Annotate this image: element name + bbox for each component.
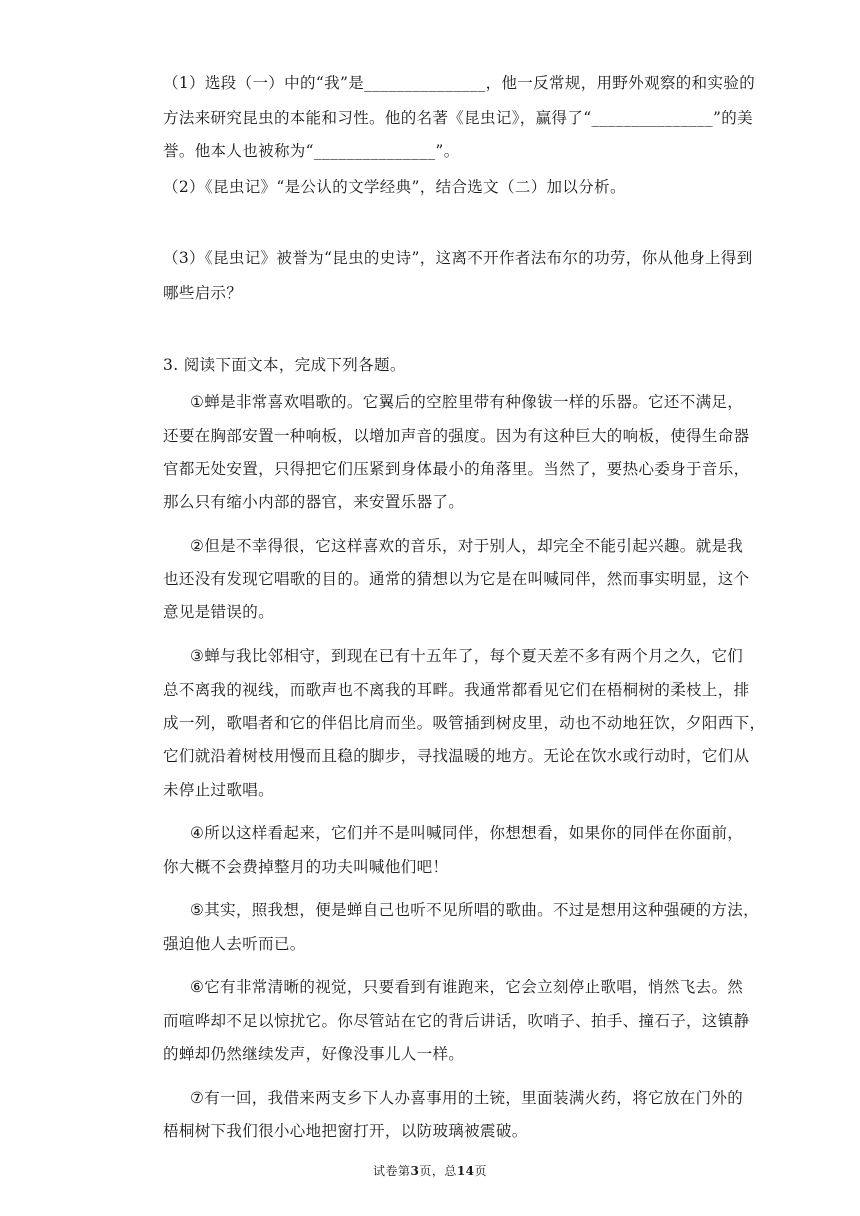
paragraph-5-line: 强迫他人去听而已。 bbox=[163, 935, 306, 953]
paragraph-4-line: 你大概不会费掉整月的功夫叫喊他们吧！ bbox=[163, 858, 449, 876]
paragraph-2-first-line: ②但是不幸得很，它这样喜欢的音乐，对于别人，却完全不能引起兴趣。就是我 bbox=[190, 537, 744, 555]
paragraph-1-line: 还要在胸部安置一种响板，以增加声音的强度。因为有这种巨大的响板，使得生命器 bbox=[163, 427, 750, 445]
paragraph-2-line: 也还没有发现它唱歌的目的。通常的猜想以为它是在叫喊同伴，然而事实明显，这个 bbox=[163, 570, 750, 588]
total-page-count: 14 bbox=[456, 1164, 475, 1178]
paragraph-7-marker: ⑦ bbox=[190, 1089, 205, 1107]
paragraph-3-line: 成一列，歌唱者和它的伴侣比肩而坐。吸管插到树皮里，动也不动地狂饮，夕阳西下， bbox=[163, 714, 766, 732]
subquestion-1-line-3: 誉。他本人也被称为“_______________”。 bbox=[163, 142, 460, 160]
subquestion-1-line-2: 方法来研究昆虫的本能和习性。他的名著《昆虫记》，赢得了“_______________”的美 bbox=[163, 109, 753, 127]
question-3-heading: 3. 阅读下面文本，完成下列各题。 bbox=[163, 356, 406, 374]
paragraph-2-marker: ② bbox=[190, 537, 205, 555]
paragraph-1-marker: ① bbox=[190, 393, 205, 411]
subquestion-1-line-1: （1）选段（一）中的“我”是_______________，他一反常规，用野外观察的和实验的 bbox=[163, 74, 756, 92]
paragraph-7-first-line: ⑦有一回，我借来两支乡下人办喜事用的土铳，里面装满火药，将它放在门外的 bbox=[190, 1089, 744, 1107]
subquestion-2-line-1: （2）《昆虫记》“是公认的文学经典”，结合选文（二）加以分析。 bbox=[163, 178, 626, 196]
paragraph-7-line: 梧桐树下我们很小心地把窗打开，以防玻璃被震破。 bbox=[163, 1122, 528, 1140]
paragraph-3-first-line: ③蝉与我比邻相守，到现在已有十五年了，每个夏天差不多有两个月之久，它们 bbox=[190, 647, 744, 665]
paragraph-1-line: 那么只有缩小内部的器官，来安置乐器了。 bbox=[163, 493, 465, 511]
current-page-number: 3 bbox=[410, 1164, 420, 1178]
paragraph-2-line: 意见是错误的。 bbox=[163, 603, 274, 621]
paragraph-1-line: 官都无处安置，只得把它们压紧到身体最小的角落里。当然了，要热心委身于音乐， bbox=[163, 460, 750, 478]
paragraph-6-line: 而喧哗却不足以惊扰它。你尽管站在它的背后讲话，吹哨子、拍手、撞石子，这镇静 bbox=[163, 1012, 750, 1030]
paragraph-1-first-line: ①蝉是非常喜欢唱歌的。它翼后的空腔里带有种像钹一样的乐器。它还不满足， bbox=[190, 393, 744, 411]
subquestion-3-line-2: 哪些启示？ bbox=[163, 284, 243, 302]
paragraph-3-marker: ③ bbox=[190, 647, 205, 665]
paragraph-6-line: 的蝉却仍然继续发声，好像没事儿人一样。 bbox=[163, 1045, 465, 1063]
subquestion-3-line-1: （3）《昆虫记》被誉为“昆虫的史诗”，这离不开作者法布尔的功劳，你从他身上得到 bbox=[163, 249, 753, 267]
page-footer: 试卷第3页，总14页 bbox=[372, 1164, 488, 1178]
paragraph-3-line: 总不离我的视线，而歌声也不离我的耳畔。我通常都看见它们在梧桐树的柔枝上，排 bbox=[163, 681, 750, 699]
paragraph-4-marker: ④ bbox=[190, 824, 205, 842]
paragraph-5-marker: ⑤ bbox=[190, 901, 205, 919]
paragraph-3-line: 未停止过歌唱。 bbox=[163, 781, 274, 799]
paragraph-5-first-line: ⑤其实，照我想，便是蝉自己也听不见所唱的歌曲。不过是想用这种强硬的方法， bbox=[190, 901, 760, 919]
paragraph-4-first-line: ④所以这样看起来，它们并不是叫喊同伴，你想想看，如果你的同伴在你面前， bbox=[190, 824, 744, 842]
paragraph-6-marker: ⑥ bbox=[190, 978, 205, 996]
paragraph-3-line: 它们就沿着树枝用慢而且稳的脚步，寻找温暖的地方。无论在饮水或行动时，它们从 bbox=[163, 747, 750, 765]
paragraph-6-first-line: ⑥它有非常清晰的视觉，只要看到有谁跑来，它会立刻停止歌唱，悄然飞去。然 bbox=[190, 978, 744, 996]
